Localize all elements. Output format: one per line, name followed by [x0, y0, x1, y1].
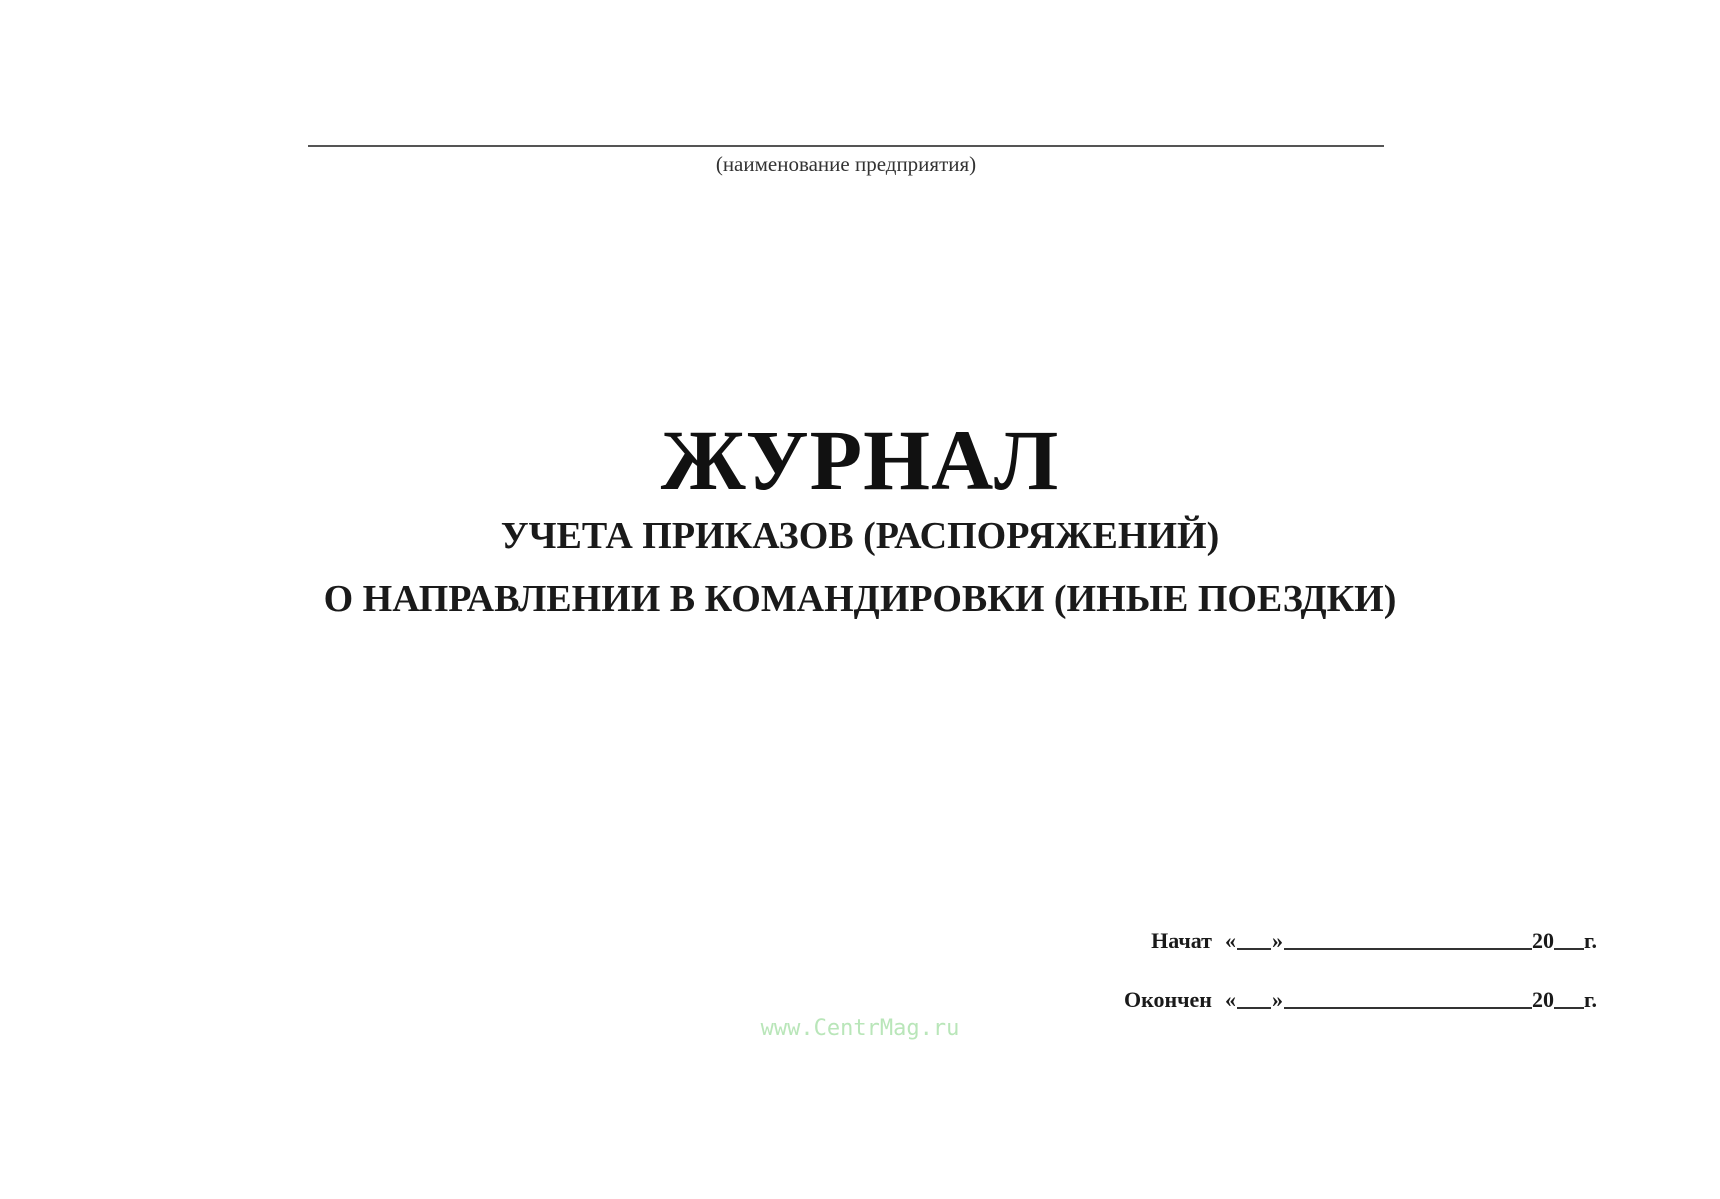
journal-title: ЖУРНАЛ [660, 412, 1060, 508]
finished-day-blank [1237, 987, 1271, 1009]
finished-month-blank [1284, 987, 1532, 1009]
close-quote: » [1271, 928, 1283, 953]
finished-year-suffix: г. [1583, 987, 1597, 1012]
finished-label: Окончен [1123, 987, 1212, 1012]
organization-name-line [308, 145, 1384, 147]
started-label: Начат [1151, 928, 1212, 953]
started-day-blank [1237, 928, 1271, 950]
open-quote: « [1224, 987, 1236, 1012]
journal-subtitle-line-1: УЧЕТА ПРИКАЗОВ (РАСПОРЯЖЕНИЙ) [500, 515, 1220, 557]
started-year-prefix: 20 [1531, 928, 1554, 953]
open-quote: « [1224, 928, 1236, 953]
organization-name-caption: (наименование предприятия) [715, 152, 977, 176]
journal-subtitle-line-2: О НАПРАВЛЕНИИ В КОМАНДИРОВКИ (ИНЫЕ ПОЕЗДКИ) [323, 578, 1397, 620]
close-quote: » [1271, 987, 1283, 1012]
finished-date-row [1124, 983, 1597, 1013]
started-month-blank [1284, 928, 1532, 950]
finished-year-blank [1554, 987, 1584, 1009]
started-date-row [1151, 924, 1597, 954]
started-year-suffix: г. [1583, 928, 1597, 953]
finished-year-prefix: 20 [1531, 987, 1554, 1012]
site-watermark: www.CentrMag.ru [760, 1016, 960, 1041]
started-year-blank [1554, 928, 1584, 950]
